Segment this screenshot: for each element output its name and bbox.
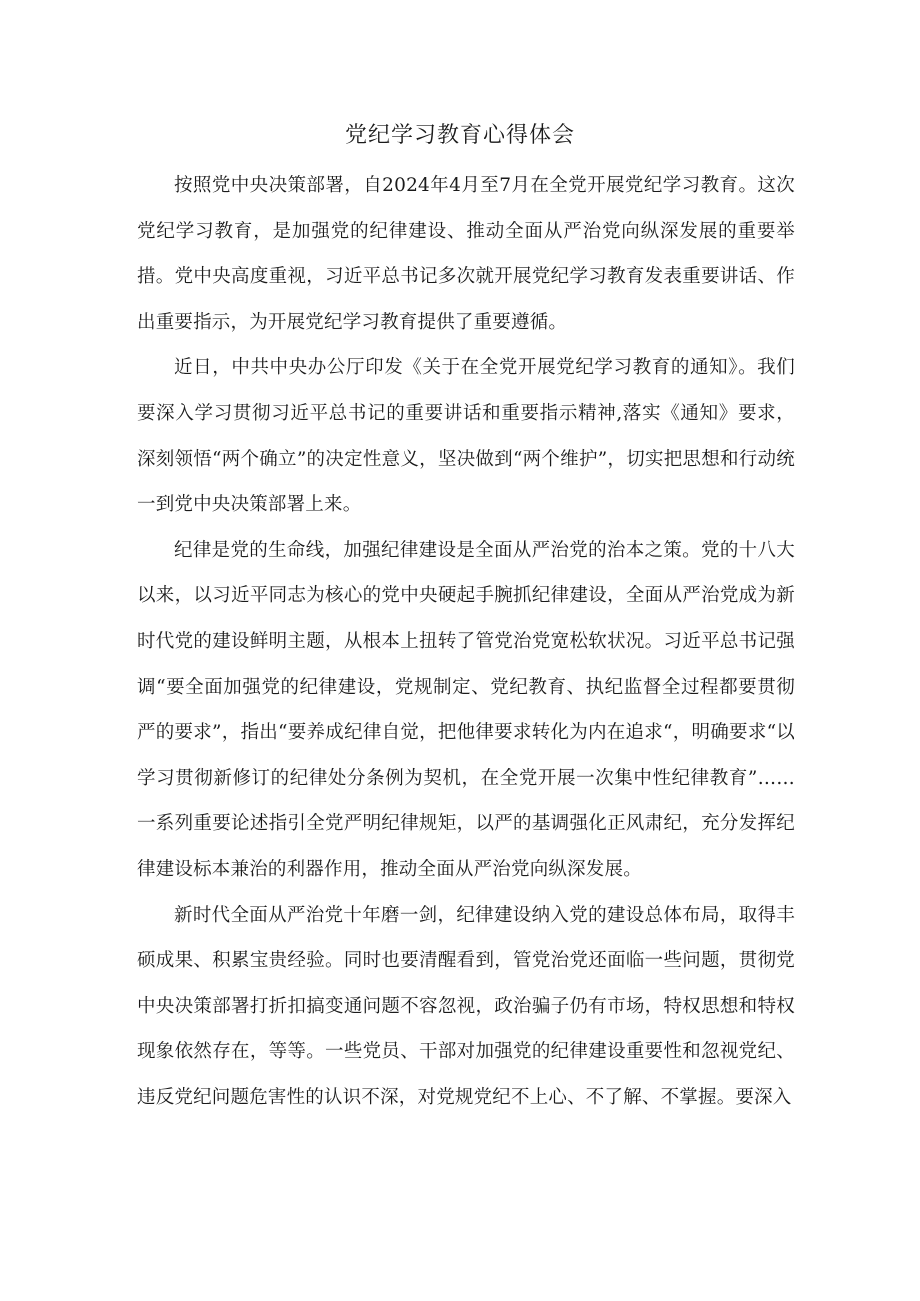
document-body: [137, 163, 795, 1120]
paragraph-2: 近日，中共中央办公厅印发《关于在全党开展党纪学习教育的通知》。我们要深入学习贯彻习近平总书记的重要讲话和重要指示精神,落实《通知》要求，深刻领悟“两个确立”的决定性意义，坚决做到“两个维护”，切实把思想和行动统一到党中央决策部署上来。: [137, 357, 795, 516]
paragraph-4: 新时代全面从严治党十年磨一剑，纪律建设纳入党的建设总体布局，取得丰硕成果、积累宝贵经验。同时也要清醒看到，管党治党还面临一些问题，贯彻党中央决策部署打折扣搞变通问题不容忽视，政治骗子仍有市场，特权思想和特权现象依然存在，等等。一些党员、干部对加强党的纪律建设重要性和忽视党纪、违反党纪问题危害性的认识不深，对党规党纪不上心、不了解、不掌握。要深入: [137, 904, 795, 1108]
paragraph-3: 纪律是党的生命线，加强纪律建设是全面从严治党的治本之策。党的十八大以来，以习近平同志为核心的党中央硬起手腕抓纪律建设，全面从严治党成为新时代党的建设鲜明主题，从根本上扭转了管党治党宽松软状况。习近平总书记强调“要全面加强党的纪律建设，党规制定、党纪教育、执纪监督全过程都要贯彻严的要求”，指出“要养成纪律自觉，把他律要求转化为内在追求“，明确要求“以学习贯彻新修订的纪律处分条例为契机，在全党开展一次集中性纪律教育”……一系列重要论述指引全党严明纪律规矩，以严的基调强化正风肃纪，充分发挥纪律建设标本兼治的利器作用，推动全面从严治党向纵深发展。: [137, 539, 795, 880]
paragraph-1: 按照党中央决策部署，自2024年4月至7月在全党开展党纪学习教育。这次党纪学习教育，是加强党的纪律建设、推动全面从严治党向纵深发展的重要举措。党中央高度重视，习近平总书记多次就开展党纪学习教育发表重要讲话、作出重要指示，为开展党纪学习教育提供了重要遵循。: [137, 175, 795, 333]
document-title: 党纪学习教育心得体会: [344, 123, 575, 148]
